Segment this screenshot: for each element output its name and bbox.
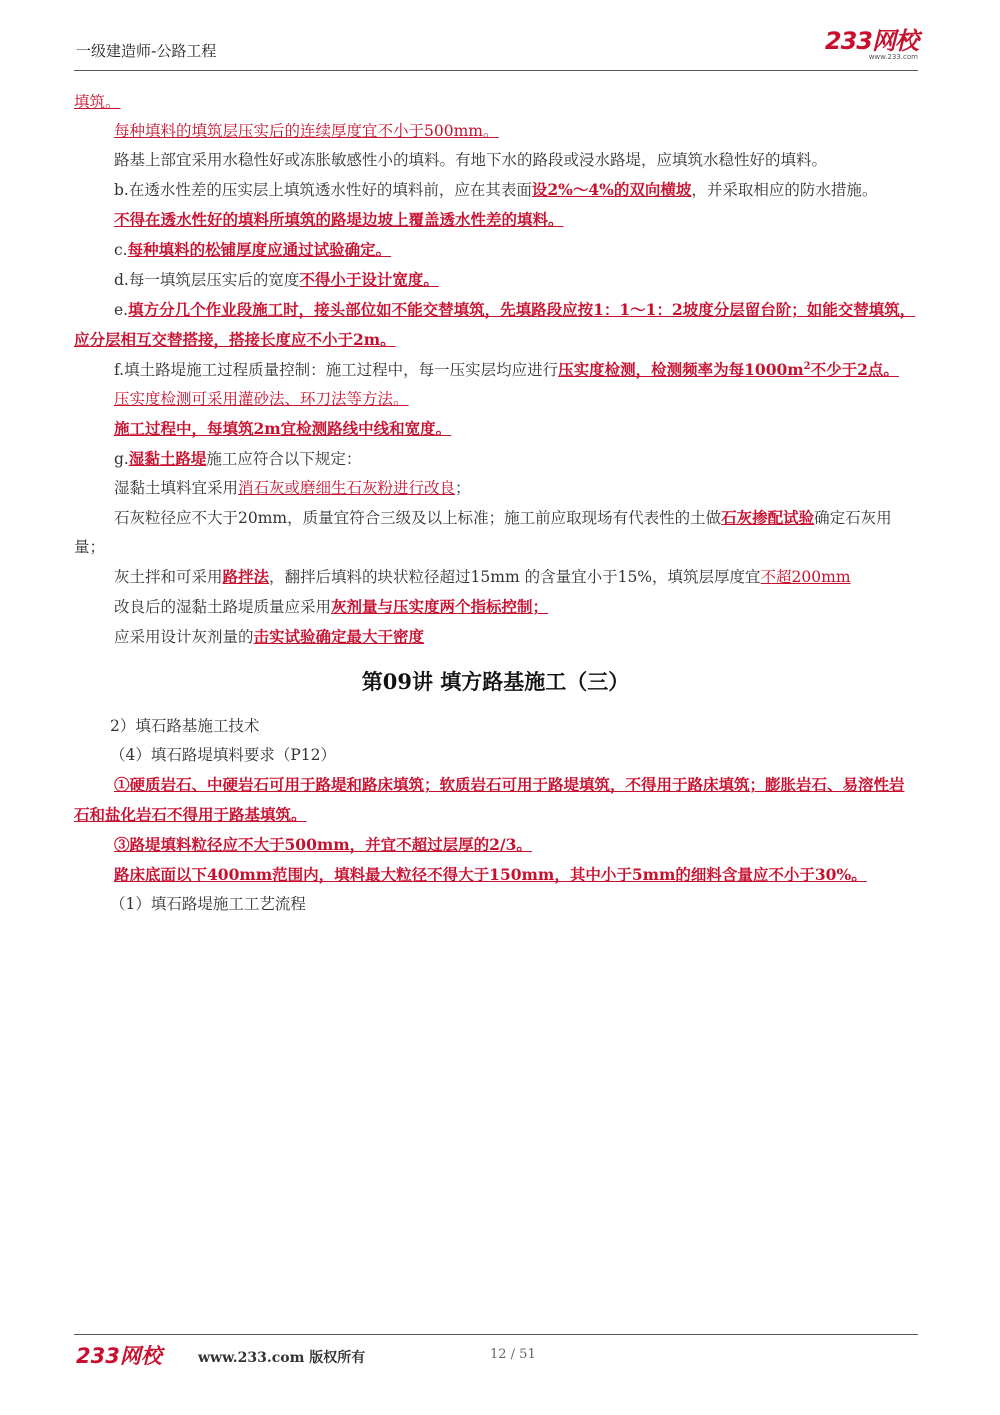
paragraph (74, 503, 917, 562)
paragraph (74, 830, 917, 860)
paragraph (74, 622, 917, 652)
paragraph (74, 444, 917, 474)
highlight: 不超200mm (760, 568, 851, 586)
highlight: ③路堤填料粒径应不大于500mm，并宜不超过层厚的2/3。 (114, 835, 532, 854)
section-title: 第09讲 填方路基施工（三） (361, 669, 630, 694)
paragraph (74, 265, 917, 295)
highlight: 填方分几个作业段施工时，接头部位如不能交替填筑，先填路段应按1：1～1：2坡度分层留台阶；如能交替填筑，应分层相互交替搭接，搭接长度应不小于2m。 (74, 300, 916, 349)
highlight: 击实试验确定最大干密度 (253, 627, 425, 646)
highlight: 路床底面以下400mm范围内，填料最大粒径不得大于150mm，其中小于5mm的细料含量应不小于30%。 (114, 865, 867, 884)
text: ，并采取相应的防水措施。 (691, 181, 878, 199)
text: b.在透水性差的压实层上填筑透水性好的填料前，应在其表面 (114, 181, 532, 199)
highlight: ①硬质岩石、中硬岩石可用于路堤和路床填筑；软质岩石可用于路堤填筑，不得用于路床填筑；膨胀岩石、易溶性岩石和盐化岩石不得用于路基填筑。 (74, 775, 905, 824)
paragraph (74, 117, 917, 146)
highlight: 消石灰或磨细生石灰粉进行改良 (238, 479, 456, 497)
footer-copyright: www.233.com 版权所有 (198, 1350, 366, 1366)
highlight: 路拌法 (222, 567, 270, 586)
highlight-part: 压实度检测可采用 (114, 390, 239, 408)
paragraph: （4）填石路堤填料要求（P12） (110, 746, 337, 764)
brand-logo[interactable] (825, 28, 918, 61)
text: c. (114, 241, 128, 259)
highlight (114, 390, 409, 408)
page-number: 12 / 51 (490, 1347, 536, 1362)
paragraph (74, 385, 917, 414)
paragraph: 路基上部宜采用水稳性好或冻胀敏感性小的填料。有地下水的路段或浸水路堤，应填筑水稳性好的填料。 (114, 151, 828, 169)
text: 施工应符合以下规定： (206, 450, 362, 468)
superscript: 2 (803, 360, 811, 372)
text: 灰土拌和可采用 (114, 568, 223, 586)
text: 改良后的湿黏土路堤质量应采用 (114, 598, 332, 616)
highlight: 石灰掺配试验 (721, 508, 815, 527)
highlight: 不得小于设计宽度。 (299, 270, 439, 289)
text: 应采用设计灰剂量的 (114, 628, 254, 646)
highlight: 施工过程中，每填筑2m宜检测路线中线和宽度。 (114, 419, 452, 438)
paragraph (74, 295, 917, 355)
paragraph (74, 235, 917, 265)
text: 确定石灰用量； (74, 509, 892, 556)
highlight: 每种填料的松铺厚度应通过试验确定。 (127, 240, 392, 259)
highlight (558, 360, 899, 379)
paragraph (74, 205, 917, 235)
highlight: 灰剂量与压实度两个指标控制； (331, 597, 549, 616)
highlight: 每种填料的填筑层压实后的连续厚度宜不小于500mm。 (114, 122, 499, 140)
logo-url: www.233.com (868, 53, 918, 61)
text: g. (114, 450, 129, 468)
paragraph (74, 414, 917, 444)
text: ，翻拌后填料的块状粒径超过15mm 的含量宜小于15%，填筑层厚度宜 (269, 568, 761, 586)
footer-logo[interactable]: 233网校 (76, 1344, 162, 1368)
text: e. (114, 301, 129, 319)
text: f.填土路堤施工过程质量控制：施工过程中，每一压实层均应进行 (114, 361, 559, 379)
paragraph (74, 88, 917, 117)
highlight-part: 不少于2点。 (810, 360, 899, 379)
paragraph (74, 175, 917, 205)
highlight-part: 压实度检测，检测频率为每1000m (558, 360, 804, 379)
paragraph (74, 592, 917, 622)
logo-text: 233网校 (824, 27, 918, 55)
paragraph (74, 562, 917, 592)
text: 湿黏土填料宜采用 (114, 479, 239, 497)
paragraph (74, 355, 917, 385)
highlight: 不得在透水性好的填料所填筑的路堤边坡上覆盖透水性差的填料。 (114, 210, 564, 229)
text: 石灰粒径应不大于20mm，质量宜符合三级及以上标准；施工前应取现场有代表性的土做 (114, 509, 722, 527)
document-body (74, 88, 917, 919)
highlight: 湿黏土路堤 (128, 449, 207, 468)
paragraph: （1）填石路堤施工工艺流程 (110, 895, 306, 913)
header-divider (74, 70, 918, 71)
footer-divider (74, 1334, 918, 1335)
highlight: 填筑。 (74, 93, 121, 111)
highlight-part: 灌砂法、环刀法等方法。 (238, 390, 409, 408)
paragraph (74, 474, 917, 503)
header-title: 一级建造师-公路工程 (76, 42, 217, 60)
paragraph (74, 860, 917, 890)
text: d.每一填筑层压实后的宽度 (114, 271, 300, 289)
paragraph (74, 770, 917, 830)
paragraph: 2）填石路基施工技术 (110, 717, 260, 735)
text: ； (455, 479, 471, 497)
highlight: 设2%～4%的双向横坡 (531, 180, 692, 199)
